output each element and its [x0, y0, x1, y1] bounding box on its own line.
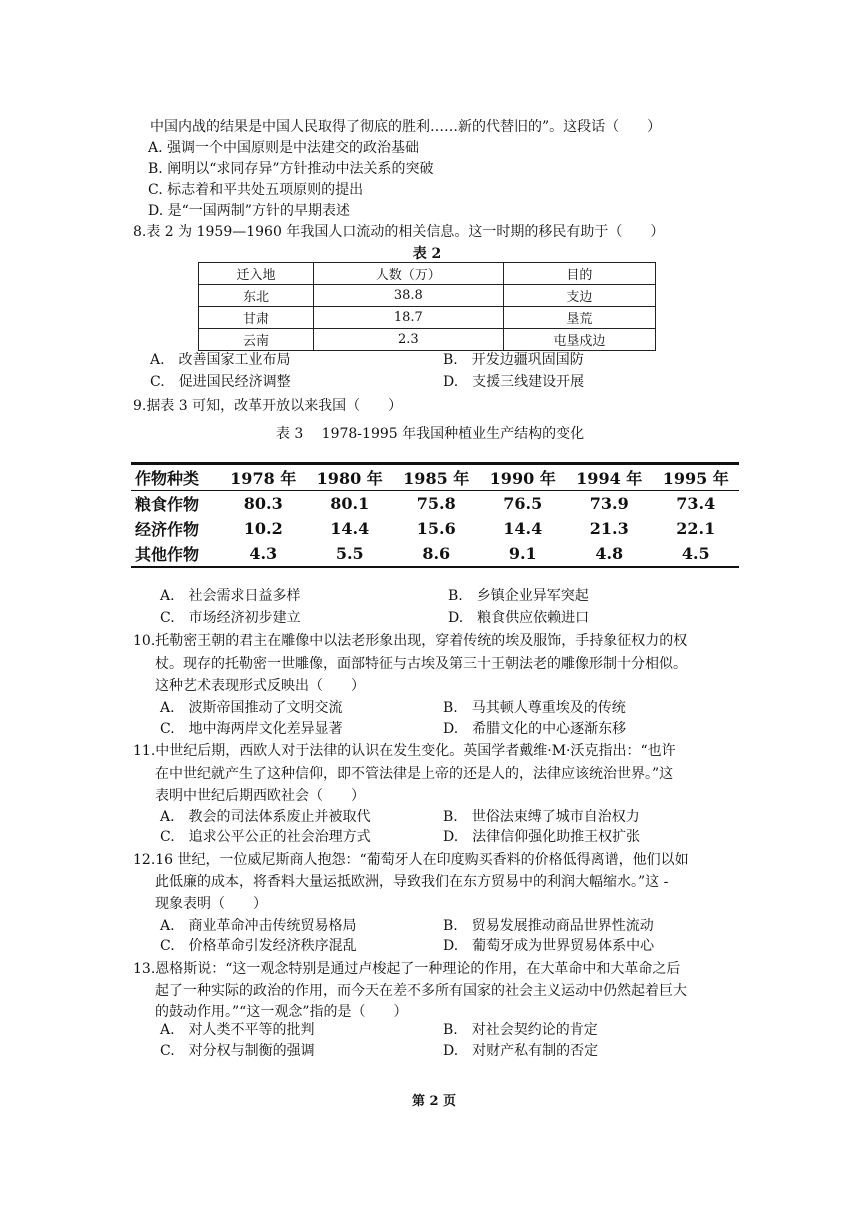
table-cell: 21.3 [589, 519, 629, 538]
table-header-cell: 作物种类 [131, 464, 220, 491]
q7-stem: 中国内战的结果是中国人民取得了彻底的胜利……新的代替旧的”。这段话（ ） [150, 119, 662, 135]
q13-line-3: 的鼓动作用。”“这一观念”指的是（ ） [155, 1004, 408, 1020]
table-cell: 4.3 [220, 541, 307, 567]
q11-option-a: A. 教会的司法体系废止并被取代 [160, 809, 371, 825]
table-cell: 14.4 [330, 519, 370, 538]
table-row [199, 285, 656, 307]
q11-option-d: D. 法律信仰强化助推王权扩张 [443, 829, 641, 845]
q12-line-2: 此低廉的成本，将香料大量运抵欧洲，导致我们在东方贸易中的利润大幅缩水。”这 - [155, 874, 669, 890]
table-cell: 粮食作物 [135, 495, 200, 514]
table-row [199, 329, 656, 351]
table-header-cell: 1994 年 [566, 464, 653, 491]
q12-line-3: 现象表明（ ） [155, 896, 267, 912]
table-cell: 支边 [503, 285, 655, 307]
q13-option-a: A. 对人类不平等的批判 [160, 1022, 315, 1038]
table-cell: 22.1 [676, 519, 716, 538]
table-cell: 4.8 [566, 541, 653, 567]
q7-option-a: A. 强调一个中国原则是中法建交的政治基础 [148, 140, 420, 156]
q11-option-b: B. 世俗法束缚了城市自治权力 [443, 809, 640, 825]
table-header-cell: 1985 年 [393, 464, 480, 491]
table-cell: 东北 [199, 285, 314, 307]
q8-stem: 8.表 2 为 1959—1960 年我国人口流动的相关信息。这一时期的移民有助于（ ） [133, 224, 665, 240]
q13-line-1: 13.恩格斯说：“这一观念特别是通过卢梭起了一种理论的作用，在大革命中和大革命之后 [133, 961, 681, 977]
q7-option-c: C. 标志着和平共处五项原则的提出 [148, 182, 364, 198]
q8-option-d: D. 支援三线建设开展 [443, 374, 585, 390]
q10-option-a: A. 波斯帝国推动了文明交流 [160, 700, 343, 716]
table-cell: 73.9 [589, 494, 629, 513]
q11-line-3: 表明中世纪后期西欧社会（ ） [155, 788, 365, 804]
table-cell: 76.5 [503, 494, 543, 513]
q8-option-b: B. 开发边疆巩固国防 [443, 352, 584, 368]
q10-line-1: 10.托勒密王朝的君主在雕像中以法老形象出现，穿着传统的埃及服饰，手持象征权力的权 [133, 633, 688, 649]
q13-option-d: D. 对财产私有制的否定 [443, 1043, 599, 1059]
q12-line-1: 12.16 世纪，一位威尼斯商人抱怨：“葡萄牙人在印度购买香料的价格低得离谱，他们以如 [133, 852, 689, 868]
table-cell: 2.3 [313, 329, 503, 351]
q10-option-d: D. 希腊文化的中心逐渐东移 [443, 721, 627, 737]
table-cell: 18.7 [313, 307, 503, 329]
q13-line-2: 起了一种实际的政治的作用，而今天在差不多所有国家的社会主义运动中仍然起着巨大 [155, 983, 687, 999]
table2 [198, 262, 656, 351]
q13-option-b: B. 对社会契约论的肯定 [443, 1022, 598, 1038]
q7-option-d: D. 是“一国两制”方针的早期表述 [148, 203, 350, 219]
q10-line-2: 杖。现存的托勒密一世雕像，面部特征与古埃及第三十王朝法老的雕像形制十分相似。 [155, 656, 687, 672]
q9-option-b: B. 乡镇企业异军突起 [448, 588, 589, 604]
table-header-cell: 1978 年 [220, 464, 307, 491]
table-cell: 垦荒 [503, 307, 655, 329]
table-cell: 80.3 [243, 494, 283, 513]
q10-option-b: B. 马其顿人尊重埃及的传统 [443, 700, 626, 716]
table-header-cell: 1980 年 [306, 464, 393, 491]
table-row [199, 307, 656, 329]
table-header-cell: 迁入地 [199, 263, 314, 285]
table-cell: 14.4 [503, 519, 543, 538]
q9-stem: 9.据表 3 可知，改革开放以来我国（ ） [133, 398, 403, 414]
table-cell: 屯垦戍边 [503, 329, 655, 351]
q11-option-c: C. 追求公平公正的社会治理方式 [160, 829, 371, 845]
table-cell: 4.5 [652, 541, 739, 567]
q12-option-a: A. 商业革命冲击传统贸易格局 [160, 918, 357, 934]
table-header-row [199, 263, 656, 285]
q10-line-3: 这种艺术表现形式反映出（ ） [155, 678, 365, 694]
table-cell: 10.2 [243, 519, 283, 538]
table-cell: 经济作物 [135, 520, 200, 539]
q10-option-c: C. 地中海两岸文化差异显著 [160, 721, 343, 737]
table-cell: 80.1 [330, 494, 370, 513]
table-cell: 其他作物 [131, 541, 220, 567]
q8-option-c: C. 促进国民经济调整 [150, 374, 291, 390]
table-cell: 8.6 [393, 541, 480, 567]
q7-option-b: B. 阐明以“求同存异”方针推动中法关系的突破 [148, 161, 434, 177]
table-cell: 38.8 [313, 285, 503, 307]
table-cell: 75.8 [416, 494, 456, 513]
q12-option-c: C. 价格革命引发经济秩序混乱 [160, 938, 357, 954]
q9-option-d: D. 粮食供应依赖进口 [448, 610, 590, 626]
page-number: 第 2 页 [411, 1094, 457, 1109]
table-header-cell: 1995 年 [652, 464, 739, 491]
table-header-cell: 1990 年 [479, 464, 566, 491]
q12-option-d: D. 葡萄牙成为世界贸易体系中心 [443, 938, 655, 954]
q9-option-c: C. 市场经济初步建立 [160, 610, 301, 626]
table-cell: 5.5 [306, 541, 393, 567]
table-header-cell: 人数（万） [313, 263, 503, 285]
table-cell: 9.1 [479, 541, 566, 567]
q13-option-c: C. 对分权与制衡的强调 [160, 1043, 315, 1059]
table-cell: 甘肃 [199, 307, 314, 329]
table-cell: 云南 [199, 329, 314, 351]
table-cell: 15.6 [416, 519, 456, 538]
table3-caption: 表 3 1978-1995 年我国种植业生产结构的变化 [275, 426, 585, 442]
table2-caption: 表 2 [412, 246, 442, 262]
table3 [131, 462, 739, 568]
table-header-cell: 目的 [503, 263, 655, 285]
table-row [131, 491, 739, 517]
q11-line-1: 11.中世纪后期，西欧人对于法律的认识在发生变化。英国学者戴维·M·沃克指出：“也许 [133, 743, 676, 759]
table-cell: 73.4 [676, 494, 716, 513]
table-header-row [131, 464, 739, 491]
q8-option-a: A. 改善国家工业布局 [150, 352, 291, 368]
table-row [131, 541, 739, 567]
q11-line-2: 在中世纪就产生了这种信仰，即不管法律是上帝的还是人的，法律应该统治世界。”这 [155, 766, 674, 782]
q9-option-a: A. 社会需求日益多样 [160, 588, 301, 604]
table-row [131, 516, 739, 541]
q12-option-b: B. 贸易发展推动商品世界性流动 [443, 918, 654, 934]
